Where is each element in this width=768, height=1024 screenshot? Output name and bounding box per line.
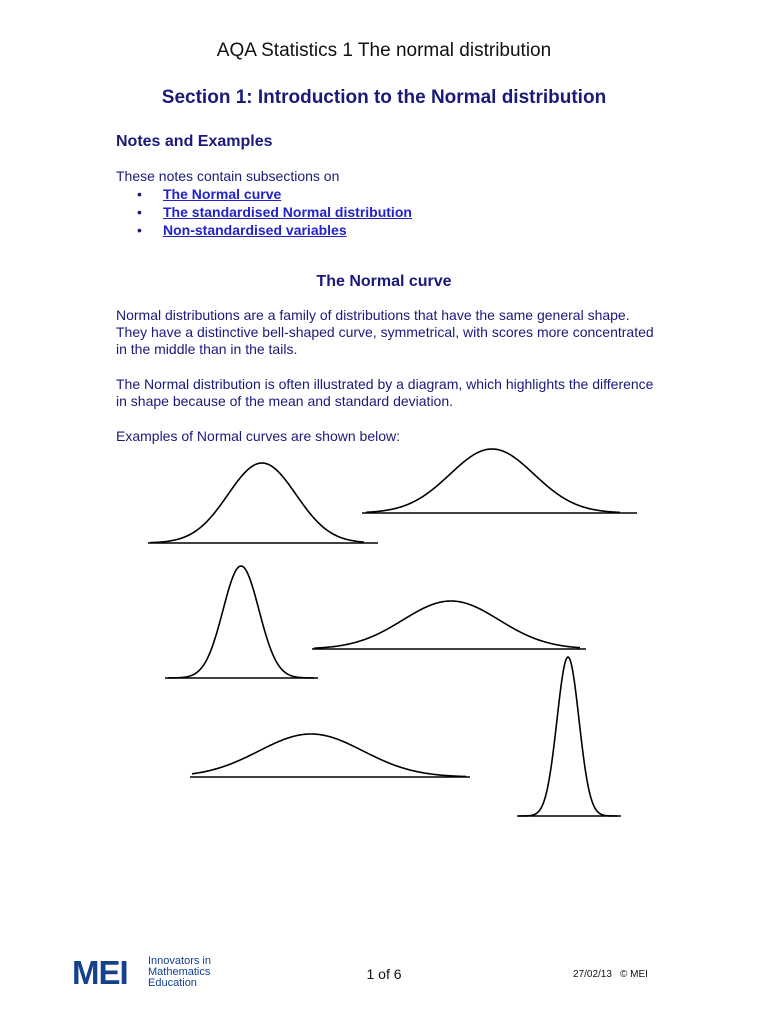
normal-curve-3 xyxy=(168,566,314,678)
link-non-standardised[interactable]: Non-standardised variables xyxy=(163,222,347,238)
bullet: • xyxy=(137,222,142,238)
link-standardised-normal[interactable]: The standardised Normal distribution xyxy=(163,204,412,220)
notes-heading: Notes and Examples xyxy=(116,133,273,150)
normal-curve-5 xyxy=(192,734,466,776)
paragraph-3: Examples of Normal curves are shown below: xyxy=(116,428,401,444)
logo-text: Innovators in Mathematics Education xyxy=(148,955,211,989)
bullet: • xyxy=(137,204,142,220)
normal-curve-1 xyxy=(150,463,364,543)
normal-curve-2 xyxy=(366,449,620,512)
document-title: AQA Statistics 1 The normal distribution xyxy=(216,40,552,61)
page-number: 1 of 6 xyxy=(366,966,402,982)
footer-date: 27/02/13 xyxy=(573,969,612,980)
link-normal-curve[interactable]: The Normal curve xyxy=(163,186,282,202)
paragraph-2: The Normal distribution is often illustrated by a diagram, which highlights the difference in shape because of the mean and standard deviation. xyxy=(116,376,654,409)
normal-curve-4 xyxy=(314,601,580,648)
normal-curve-heading: The Normal curve xyxy=(316,273,452,290)
bullet: • xyxy=(137,186,142,202)
normal-curve-6 xyxy=(519,657,618,816)
footer-copyright: © MEI xyxy=(620,969,648,980)
paragraph-1: Normal distributions are a family of distributions that have the same general shape. They have a distinctive bell-shaped curve, symmetrical, with scores more concentrated in the middle than in the tails. xyxy=(116,307,654,357)
subsections-intro: These notes contain subsections on xyxy=(116,168,340,184)
logo-mark: MEI xyxy=(72,954,128,991)
section-title: Section 1: Introduction to the Normal distribution xyxy=(161,87,607,108)
